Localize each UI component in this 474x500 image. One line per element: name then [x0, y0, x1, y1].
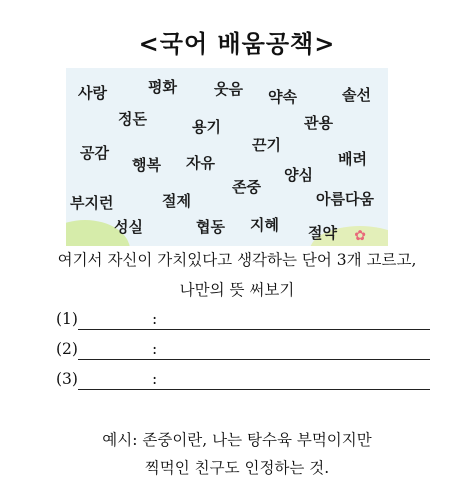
page-title: <국어 배움공책> — [138, 29, 336, 58]
value-word: 솔선 — [342, 86, 371, 104]
value-word: 공감 — [80, 144, 109, 162]
value-word: 부지런 — [70, 194, 114, 212]
blank-number: (1) — [56, 310, 78, 328]
value-word: 절약 — [308, 224, 337, 242]
underline — [78, 359, 430, 360]
flower-icon: ✿ — [354, 228, 366, 244]
instruction-line-1: 여기서 자신이 가치있다고 생각하는 단어 3개 고르고, — [57, 251, 417, 269]
value-word: 행복 — [132, 156, 161, 174]
value-word: 용기 — [192, 118, 221, 136]
value-word: 자유 — [186, 154, 215, 172]
value-word: 웃음 — [214, 80, 243, 98]
answer-blank[interactable] — [56, 340, 430, 360]
value-word: 평화 — [148, 78, 177, 96]
example-line-2: 찍먹인 친구도 인정하는 것. — [144, 459, 330, 477]
value-word: 존중 — [232, 178, 261, 196]
value-word: 절제 — [162, 192, 191, 210]
blank-colon: : — [152, 310, 158, 328]
example-line-1: 예시: 존중이란, 나는 탕수육 부먹이지만 — [102, 431, 372, 449]
blank-number: (3) — [56, 370, 78, 388]
underline — [78, 329, 430, 330]
value-word: 사랑 — [78, 84, 107, 102]
value-word: 아름다움 — [316, 190, 374, 208]
value-word: 배려 — [338, 150, 367, 168]
value-word: 협동 — [196, 218, 225, 236]
value-word: 정돈 — [118, 110, 147, 128]
value-word: 약속 — [268, 88, 297, 106]
blank-colon: : — [152, 340, 158, 358]
answer-blank[interactable] — [56, 370, 430, 390]
underline — [78, 389, 430, 390]
value-word: 관용 — [304, 114, 333, 132]
value-word: 성실 — [114, 218, 143, 236]
value-word: 끈기 — [252, 136, 281, 154]
blank-colon: : — [152, 370, 158, 388]
instruction-line-2: 나만의 뜻 써보기 — [179, 281, 295, 299]
value-words-panel — [66, 68, 388, 246]
value-word: 지혜 — [250, 216, 279, 234]
blank-number: (2) — [56, 340, 78, 358]
value-word: 양심 — [284, 166, 313, 184]
answer-blank[interactable] — [56, 310, 430, 330]
